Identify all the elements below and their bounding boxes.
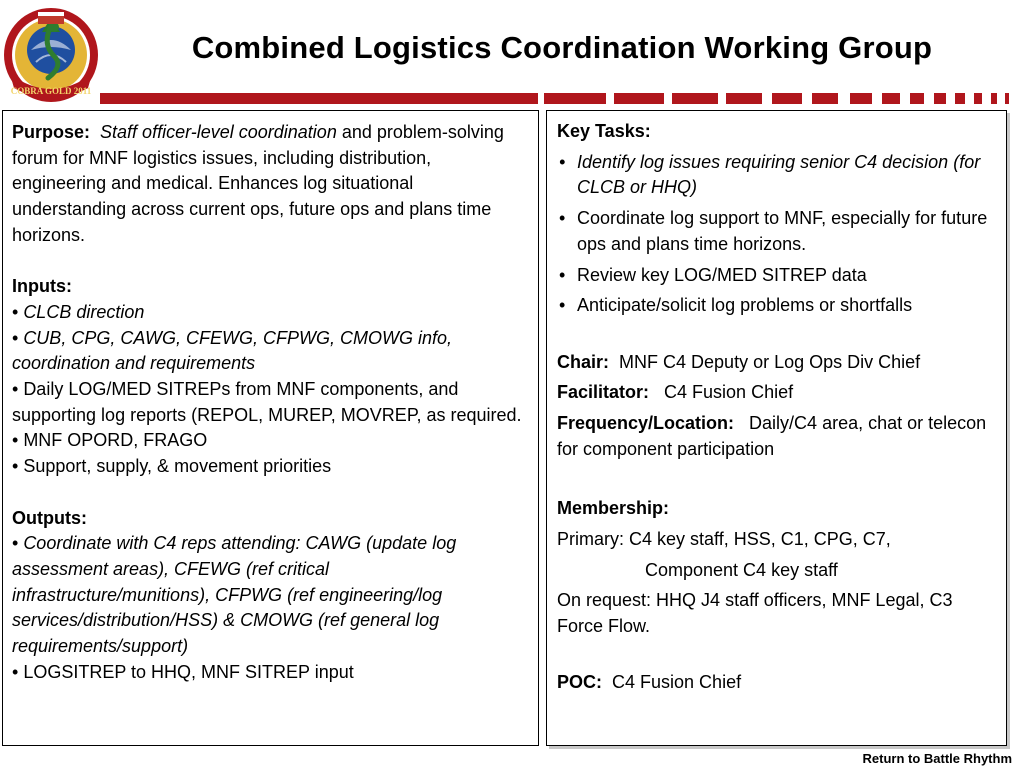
outputs-label: Outputs: — [12, 507, 87, 528]
purpose-italic-text: Staff officer-level coordination — [100, 122, 337, 142]
chair-label: Chair: — [557, 351, 610, 372]
poc-value: C4 Fusion Chief — [612, 672, 742, 693]
frequency-row — [557, 411, 996, 462]
input-item: • CLCB direction — [12, 301, 145, 322]
purpose-paragraph — [12, 120, 530, 249]
facilitator-row — [557, 380, 996, 406]
membership-primary-cont: Component C4 key staff — [645, 559, 838, 580]
chair-value: MNF C4 Deputy or Log Ops Div Chief — [619, 351, 921, 372]
facilitator-value: C4 Fusion Chief — [664, 382, 794, 403]
key-tasks-panel — [546, 110, 1007, 746]
key-tasks-label: Key Tasks: — [557, 121, 651, 141]
inputs-label: Inputs: — [12, 276, 72, 297]
purpose-inputs-outputs-panel — [2, 110, 539, 746]
input-item: • MNF OPORD, FRAGO — [12, 430, 208, 451]
logo-text: COBRA GOLD 2011 — [10, 86, 92, 96]
key-task-item: • Coordinate log support to MNF, especially for future ops and plans time horizons. — [557, 206, 996, 257]
membership-label: Membership: — [557, 498, 670, 519]
key-task-item: • Identify log issues requiring senior C4 decision (for CLCB or HHQ) — [557, 150, 996, 201]
input-item: • Support, supply, & movement priorities — [12, 456, 332, 477]
poc-row — [557, 670, 996, 696]
facilitator-label: Facilitator: — [557, 382, 650, 403]
cobra-gold-emblem-icon — [2, 4, 100, 106]
input-item: • CUB, CPG, CAWG, CFEWG, CFPWG, CMOWG info, coordination and requirements — [12, 327, 452, 374]
return-to-battle-rhythm-link[interactable]: Return to Battle Rhythm — [862, 751, 1012, 766]
key-tasks-list — [557, 150, 996, 319]
input-item: • Daily LOG/MED SITREPs from MNF components, and supporting log reports (REPOL, MUREP, MOVREP, as required. — [12, 379, 522, 425]
membership-primary: Primary: C4 key staff, HSS, C1, CPG, C7, — [557, 528, 891, 549]
purpose-text: and problem-solving forum for MNF logistics issues, including distribution, engineering and medical. Enhances log situational understanding across current ops, future ops and plans time horizons. — [12, 122, 504, 245]
frequency-value: Daily/C4 area, chat or telecon for component participation — [557, 413, 987, 459]
purpose-label: Purpose: — [12, 122, 91, 142]
page-title: Combined Logistics Coordination Working Group — [191, 30, 933, 65]
key-task-item: • Review key LOG/MED SITREP data — [557, 263, 996, 289]
chair-row — [557, 350, 996, 376]
output-item: • Coordinate with C4 reps attending: CAWG (update log assessment areas), CFEWG (ref critical infrastructure/munitions), CFPWG (ref engineering/log services/distribution/HSS) & CMOWG (ref general log requirements/support) — [12, 533, 457, 657]
membership-on-request: On request: HHQ J4 staff officers, MNF Legal, C3 Force Flow. — [557, 590, 953, 636]
poc-label: POC: — [557, 672, 602, 693]
frequency-label: Frequency/Location: — [557, 413, 735, 434]
output-item: • LOGSITREP to HHQ, MNF SITREP input — [12, 661, 354, 682]
key-task-item: • Anticipate/solicit log problems or shortfalls — [557, 293, 996, 319]
